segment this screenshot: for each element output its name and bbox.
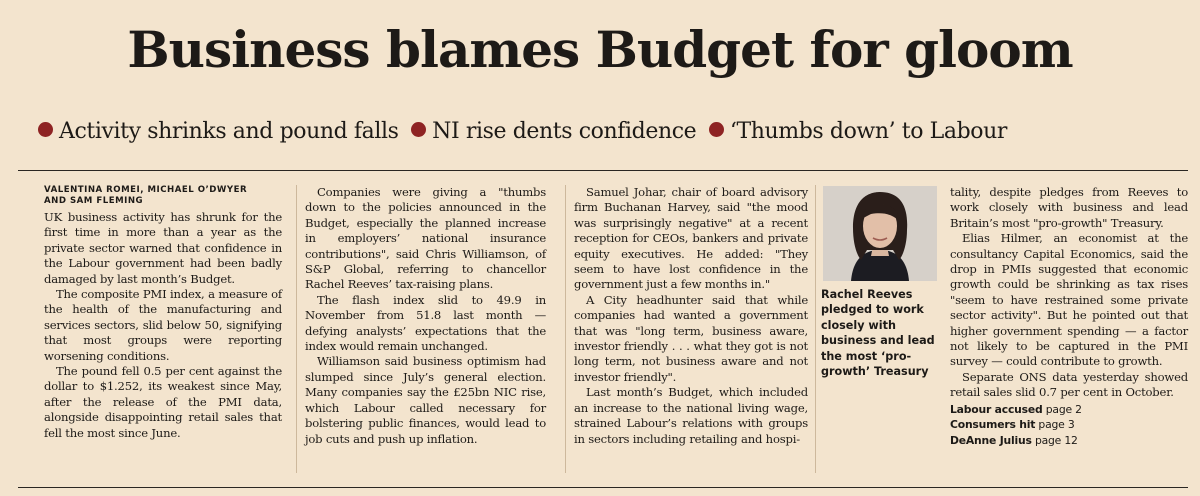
cross-ref-page: page 2 bbox=[1045, 402, 1082, 416]
subhead-text: ‘Thumbs down’ to Labour bbox=[729, 119, 1008, 144]
subhead-text: Activity shrinks and pound falls bbox=[59, 119, 399, 144]
paragraph: The flash index slid to 49.9 in November from 51.8 last month — defying analysts’ expectations that the index would remain unchanged. bbox=[305, 292, 546, 354]
cross-ref-title: DeAnne Julius bbox=[950, 433, 1032, 447]
cross-ref-title: Consumers hit bbox=[950, 418, 1036, 432]
headline: Business blames Budget for gloom bbox=[127, 20, 1073, 79]
cross-ref-page: page 3 bbox=[1038, 418, 1075, 432]
byline bbox=[44, 185, 282, 206]
paragraph: A City headhunter said that while companies had wanted a government that was "long term, business aware, investor friendly . . . what they got is not long term, not business aware and not investor friendly". bbox=[574, 292, 808, 384]
subhead-1 bbox=[38, 119, 399, 144]
paragraph: Samuel Johar, chair of board advisory firm Buchanan Harvey, said "the mood was surprisingly negative" at a recent reception for CEOs, bankers and private equity executives. He added: "They seem to have lost confidence in the government just a few months in." bbox=[574, 185, 808, 292]
paragraph: UK business activity has shrunk for the first time in more than a year as the private sector warned that confidence in the Labour government had been badly damaged by last month’s Budget. bbox=[44, 210, 282, 286]
cross-ref-consumers-hit[interactable] bbox=[950, 417, 1188, 432]
article-column-1 bbox=[44, 185, 282, 441]
cross-ref-deanne-julius[interactable] bbox=[950, 433, 1188, 448]
portrait-photo bbox=[823, 186, 937, 281]
caption-text: Rachel Reeves pledged to work closely with business and lead the most ‘pro-growth’ Treasury bbox=[821, 288, 935, 379]
article-column-4 bbox=[950, 185, 1188, 448]
paragraph: tality, despite pledges from Reeves to work closely with business and lead Britain’s most "pro-growth" Treasury. bbox=[950, 185, 1188, 230]
paragraph: Last month’s Budget, which included an increase to the national living wage, strained Labour’s relations with groups in sectors including retailing and hospi- bbox=[574, 385, 808, 446]
column-divider bbox=[296, 185, 297, 473]
paragraph: Separate ONS data yesterday showed retail sales slid 0.7 per cent in October. bbox=[950, 369, 1188, 400]
paragraph: Elias Hilmer, an economist at the consultancy Capital Economics, said the drop in PMIs suggested that economic growth could be shrinking as tax rises "seem to have restrained some private sector activity". But he pointed out that higher government spending — a factor not likely to be captured in the PMI survey — could contribute to growth. bbox=[950, 231, 1188, 369]
bullet-icon bbox=[38, 122, 53, 137]
paragraph: Companies were giving a "thumbs down to the policies announced in the Budget, especially the planned increase in employers’ national insurance contributions", said Chris Williamson, of S&P Global, referring to chancellor Rachel Reeves’ tax-raising plans. bbox=[305, 185, 546, 292]
column-divider bbox=[815, 185, 816, 473]
bullet-icon bbox=[709, 122, 724, 137]
article-column-3 bbox=[574, 185, 808, 447]
bottom-rule bbox=[18, 487, 1188, 488]
column-divider bbox=[565, 185, 566, 473]
paragraph: Williamson said business optimism had slumped since July’s general election. Many companies say the £25bn NIC rise, which Labour called necessary for bolstering public finances, would lead to job cuts and push up inflation. bbox=[305, 354, 546, 446]
photo-caption bbox=[821, 287, 941, 379]
byline-line: VALENTINA ROMEI, MICHAEL O’DWYER bbox=[44, 185, 248, 195]
subhead-2 bbox=[405, 119, 696, 144]
subhead-3 bbox=[703, 119, 1007, 144]
cross-ref-title: Labour accused bbox=[950, 402, 1043, 416]
article-column-2 bbox=[305, 185, 546, 447]
paragraph: The pound fell 0.5 per cent against the dollar to $1.252, its weakest since May, after the release of the PMI data, alongside disappointing retail sales that fell the most since June. bbox=[44, 364, 282, 440]
cross-references bbox=[950, 402, 1188, 448]
cross-ref-page: page 12 bbox=[1034, 433, 1078, 447]
subheads bbox=[38, 114, 1198, 150]
byline-line: AND SAM FLEMING bbox=[44, 195, 144, 206]
portrait-photo-graphic bbox=[823, 186, 937, 281]
subhead-text: NI rise dents confidence bbox=[432, 119, 697, 144]
top-rule bbox=[18, 170, 1188, 171]
bullet-icon bbox=[411, 122, 426, 137]
paragraph: The composite PMI index, a measure of the health of the manufacturing and services sectors, slid below 50, signifying that most groups were reporting worsening conditions. bbox=[44, 287, 282, 363]
cross-ref-labour-accused[interactable] bbox=[950, 402, 1188, 417]
